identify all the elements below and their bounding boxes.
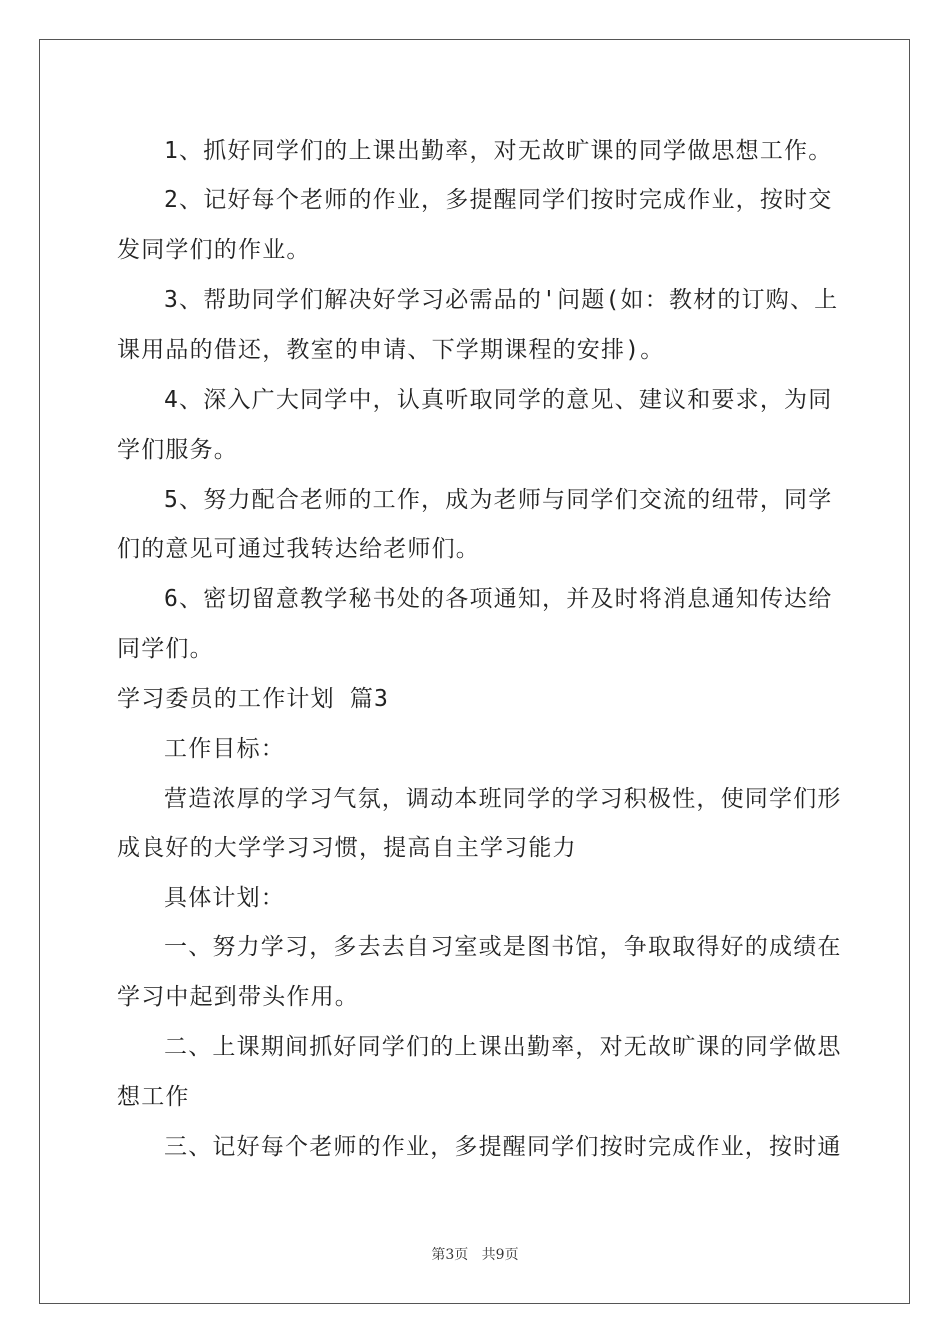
paragraph-line: 工作目标： [164, 736, 285, 762]
paragraph-line: 5、努力配合老师的工作，成为老师与同学们交流的纽带，同学 [164, 487, 833, 513]
paragraph-line: 4、深入广大同学中，认真听取同学的意见、建议和要求，为同 [164, 387, 833, 413]
paragraph-line: 一、努力学习，多去去自习室或是图书馆，争取取得好的成绩在 [164, 934, 842, 960]
page-border [39, 39, 910, 1304]
page-number: 第3页 [431, 1247, 469, 1263]
paragraph-line: 具体计划： [164, 885, 285, 911]
paragraph-line: 学们服务。 [117, 437, 238, 463]
page-total: 共9页 [481, 1247, 519, 1263]
paragraph-line: 2、记好每个老师的作业，多提醒同学们按时完成作业，按时交 [164, 187, 833, 213]
paragraph-line: 6、密切留意教学秘书处的各项通知，并及时将消息通知传达给 [164, 586, 833, 612]
page-footer [0, 1246, 950, 1264]
paragraph-line: 发同学们的作业。 [117, 237, 311, 263]
section-heading: 学习委员的工作计划 篇3 [117, 686, 390, 712]
paragraph-line: 二、上课期间抓好同学们的上课出勤率，对无故旷课的同学做思 [164, 1034, 842, 1060]
paragraph-line: 同学们。 [117, 636, 214, 662]
paragraph-line: 成良好的大学学习习惯，提高自主学习能力 [117, 835, 577, 861]
paragraph-line: 三、记好每个老师的作业，多提醒同学们按时完成作业，按时通 [164, 1134, 842, 1160]
paragraph-line: 3、帮助同学们解决好学习必需品的'问题(如：教材的订购、上 [164, 287, 839, 313]
paragraph-line: 营造浓厚的学习气氛，调动本班同学的学习积极性，使同学们形 [164, 786, 842, 812]
paragraph-line: 课用品的借还，教室的申请、下学期课程的安排)。 [117, 337, 665, 363]
paragraph-line: 想工作 [117, 1084, 190, 1110]
paragraph-line: 们的意见可通过我转达给老师们。 [117, 536, 480, 562]
paragraph-line: 1、抓好同学们的上课出勤率，对无故旷课的同学做思想工作。 [164, 138, 833, 164]
paragraph-line: 学习中起到带头作用。 [117, 984, 359, 1010]
